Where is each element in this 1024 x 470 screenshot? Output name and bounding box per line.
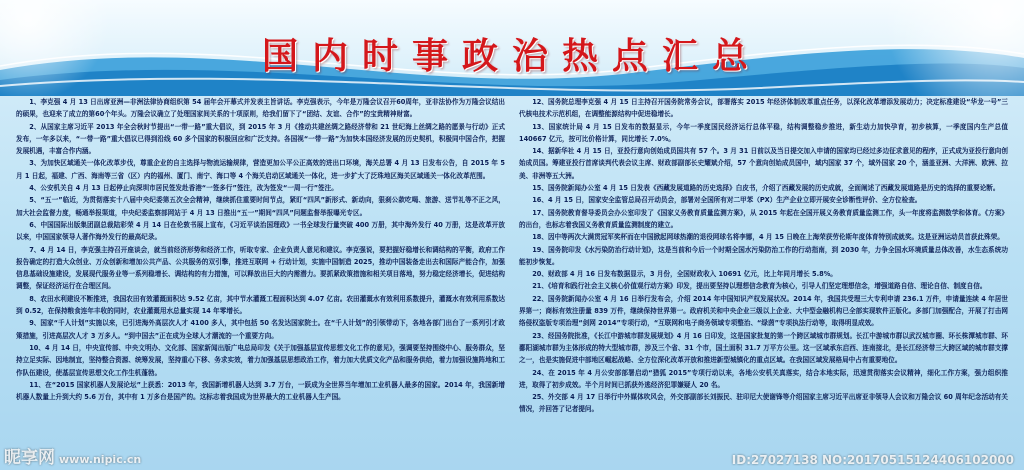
header-banner	[0, 0, 1024, 96]
watermark-brand-text: 昵享网	[4, 448, 55, 468]
news-item: 3、为加快区域通关一体化改革步伐，尊重企业的自主选择与物流运输规律，营造更加公平公正高效的进出口环境，海关总署 4 月 13 日发布公告，自 2015 年 5 月 1 日起，福建、广西、海南等三省（区）内的福州、厦门、南宁、海口等 4 个海关启动区域通关一体化，进一步扩大了泛珠地区海关区域通关一体化改革范围。	[16, 159, 505, 180]
news-body	[16, 96, 1008, 466]
watermark-url: www.nipic.cn	[59, 453, 142, 466]
news-item: 17、国务院教育督导委员会办公室印发了《国家义务教育质量监测方案》，从 2015 年起在全国开展义务教育质量监测工作，头一年度将监测数学和体育。《方案》的出台，也标志着我国义务教育质量监测制度的建立。	[519, 208, 1008, 229]
news-item: 20、财政部 4 月 16 日发布数据显示，3 月份，全国财政收入 10691 亿元，比上年同月增长 5.8%。	[532, 270, 837, 279]
news-column-right	[519, 96, 1008, 466]
news-item: 15、国务院新闻办公室 4 月 15 日发表《西藏发展道路的历史选择》白皮书，介绍了西藏发展的历史成就，全面阐述了西藏发展道路是历史的选择的重要论断。	[532, 184, 1000, 193]
news-item: 10、4 月 14 日，中央宣传部、中央文明办、文化部、国家新闻出版广电总局印发《关于加强基层宣传思想文化工作的意见》，强调要坚持围绕中心、服务群众，坚持立足实际、因地制宜，坚持整合资源、统筹发展，坚持重心下移、务求实效，着力加强基层思想政治工作，着力加大优质文化产品和服务供给，着力加强设施阵地和工作队伍建设，使基层宣传思想文化工作生机蓬勃。	[16, 343, 505, 377]
news-item: 5、“五一”临近，为贯彻落实十八届中央纪委第五次全会精神，继续抓住重要时间节点，紧盯“四风”新形式、新动向，狠刹公款吃喝、旅游、送节礼等不正之风，加大社会监督力度，畅通举报渠道，中央纪委监察部网站于 4 月 13 日推出“五一”期间“四风”问题监督举报曝光专区。	[16, 196, 505, 217]
news-item: 19、国务院印发《水污染防治行动计划》，这是当前和今后一个时期全国水污染防治工作的行动指南，到 2030 年，力争全国水环境质量总体改善，水生态系统功能初步恢复。	[519, 245, 1008, 266]
news-item: 9、国家“千人计划”实施以来，已引进海外高层次人才 4100 多人，其中包括 50 名发达国家院士。在“千人计划”的引领带动下，各地各部门出台了一系列引才政策措施，引进高层次人才 3 万多人。“到中国去”正在成为全球人才潮流的一个重要方向。	[16, 319, 505, 340]
news-item: 4、公安机关自 4 月 13 日起停止向深圳市居民签发赴香港“一签多行”签注，改为签发“一周一行”签注。	[29, 184, 338, 193]
watermark-brand	[4, 443, 141, 468]
news-item: 21、《培育和践行社会主义核心价值观行动方案》印发，提出要坚持以理想信念教育为核心，引导人们坚定理想信念，增强道路自信、理论自信、制度自信。	[532, 282, 987, 291]
news-item: 13、国家统计局 4 月 15 日发布的数据显示，今年一季度国民经济运行总体平稳，结构调整稳步推进，新生动力加快孕育，初步核算，一季度国内生产总值 140667 亿元，按可比价格计算，同比增长 7.0%。	[519, 122, 1008, 143]
news-item: 18、因中等两次大满贯冠军奖杯而在中国掀起网球热潮的退役网球名将李娜，4 月 15 日晚在上海荣获劳伦斯年度体育特别成就奖。这是亚洲运动员首获此殊荣。	[532, 233, 1004, 242]
news-item: 7、4 月 14 日，李克强主持召开座谈会，就当前经济形势和经济工作，听取专家、企业负责人意见和建议。李克强说，要把握好稳增长和调结构的平衡，政府工作报告确定的打造大众创业、万众创新和增加公共产品、公共服务的双引擎，推进互联网 + 行动计划，实施中国制造 2025，推动中国装备走出去和国际产能合作，加强信息基础设施建设，发展现代服务业等一系列稳增长、调结构的有力措施，可以释放出巨大的内需潜力。要抓紧政策措施和相关项目落地，努力稳定经济增长，促进结构调整，保证经济运行在合理区间。	[16, 245, 505, 291]
news-item: 6、中国国际出版集团副总裁陆彩荣 4 月 14 日在伦敦书展上宣布，《习近平谈治国理政》一书全球发行量突破 400 万册，其中海外发行 40 万册，这是改革开放以来，中国国家领导人著作海外发行的最高纪录。	[16, 220, 505, 242]
news-item: 16、4 月 15 日，国家安全监管总局召开动员会，部署对全国所有对二甲苯（PX）生产企业立即开展安全诊断性评价、全方位检查。	[532, 196, 922, 205]
news-item: 24、在 2015 年 4 月公安部部署启动“猎狐 2015”专项行动以来，各地公安机关真落实，结合本地实际，迅速贯彻落实会议精神，细化工作方案，强力组织推进，取得了初步成效。半个月时间已抓获外逃经济犯罪嫌疑人 20 名。	[519, 368, 1008, 389]
news-item: 12、国务院总理李克强 4 月 15 日主持召开国务院常务会议，部署落实 2015 年经济体制改革重点任务，以深化改革增添发展动力；决定标准建设“华龙一号”三代核电技术示范机组，在调整能源结构中促进稳增长。	[519, 98, 1008, 119]
page-title: 国内时事政治热点汇总	[261, 35, 762, 77]
watermark-id: ID:27027138 NO:20170515124406102000	[731, 453, 1014, 467]
news-item: 23、经国务院批准，《长江中游城市群发展规划》4 月 16 日印发，这是国家批复的第一个跨区域城市群规划。长江中游城市群以武汉城市圈、环长株潭城市群、环鄱阳湖城市群为主体形成的特大型城市群，涉及三个省、31 个市，国土面积 31.7 万平方公里。这一区域承东启西、连南接北，是长江经济带三大跨区域的城市群支撑之一，也是实施促进中部地区崛起战略、全方位深化改革开放和推进新型城镇化的重点区域。在我国区域发展格局中占有重要地位。	[519, 331, 1008, 365]
news-item: 8、农田水利建设不断推进，我国农田有效灌溉面积达 9.52 亿亩，其中节水灌溉工程面积达到 4.07 亿亩。农田灌溉水有效利用系数提升，灌溉水有效利用系数达到 0.52，在保持粮食连年丰收的同时，农业灌溉用水总量实现 14 年零增长。	[16, 294, 505, 316]
news-item: 22、国务院新闻办公室 4 月 16 日举行发布会，介绍 2014 年中国知识产权发展状况。2014 年，我国共受理三大专利申请 236.1 万件，申请量连续 4 年居世界第一；商标有效注册量 839 万件，继续保持世界第一。政府机关和中央企业三级以上企业、大中型金融机构已全部实现软件正版化。多部门加强配合，开展了打击网络侵权盗版专项治理“剑网 2014”专项行动，“互联网和电子商务领域专项整治、“绿茵”专项执法行动等，取得明显成效。	[519, 294, 1008, 328]
news-item: 14、据新华社 4 月 15 日，亚投行意向创始成员国共有 57 个。3 月 31 日前以及当日提交加入申请的国家均已经过多边征求意见的程序，正式成为亚投行意向创始成员国。筹建亚投行首席谈判代表会议主席、财政部副部长史耀斌介绍，57 个意向创始成员国中，域内国家 37 个，域外国家 20 个，涵盖亚洲、大洋洲、欧洲、拉美、非洲等五大洲。	[519, 147, 1008, 180]
news-column-left	[16, 96, 505, 466]
news-item: 11、在“2015 国家机器人发展论坛”上获悉：2013 年，我国新增机器人达到 3.7 万台，一跃成为全世界当年增加工业机器人最多的国家。2014 年，我国新增机器人数量上升到大约 5.6 万台，其中有 1 万多台是国产的。这标志着我国成为世界最大的工业机器人生产国。	[16, 380, 505, 402]
news-item: 1、李克强 4 月 13 日出席亚洲—非洲法律协商组织第 54 届年会开幕式并发表主旨讲话。李克强表示，今年是万隆会议召开60周年，亚非法协作为万隆会议结出的硕果，也迎来了成立的第60个年头。万隆会议确立了处理国家间关系的十项原则，给我们留下了“团结、友谊、合作”的宝贵精神财富。	[16, 98, 505, 119]
news-item: 2、从国家主席习近平 2013 年全会秋时节提出“一带一路”重大倡议，到 2015 年 3 月《推动共建丝绸之路经济带和 21 世纪海上丝绸之路的愿景与行动》正式发布，一年多以来，“一带一路”重大倡议已得到沿线 60 多个国家的积极回应和广泛支持。各国视“一带一路”为加快本国经济发展的历史契机，积极同中国合作，把握发展机遇，丰富合作内涵。	[16, 122, 505, 156]
news-item: 25、外交部 4 月 17 日举行中外媒体吹风会，外交部副部长刘振民、驻印尼大使谢锋等介绍国家主席习近平出席亚非领导人会议和万隆会议 60 周年纪念活动有关情况，并回答了记者提问。	[519, 393, 1008, 414]
